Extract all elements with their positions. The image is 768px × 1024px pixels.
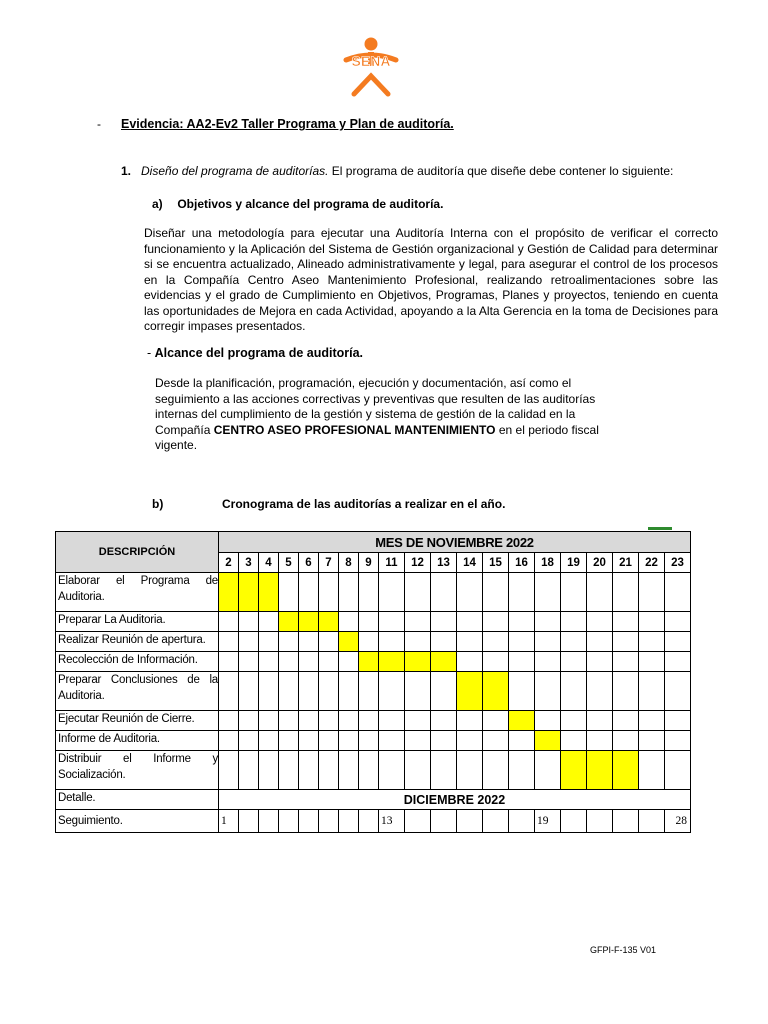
day-header: 2 bbox=[219, 553, 239, 573]
company-name: CENTRO ASEO PROFESIONAL MANTENIMIENTO bbox=[213, 422, 496, 437]
schedule-cell bbox=[483, 632, 509, 652]
schedule-cell bbox=[613, 672, 639, 711]
schedule-cell bbox=[219, 652, 239, 672]
followup-cell bbox=[457, 810, 483, 833]
activity-label: Recolección de Información. bbox=[56, 652, 219, 672]
schedule-cell bbox=[359, 612, 379, 632]
scheduled-cell bbox=[239, 573, 259, 612]
schedule-cell bbox=[535, 672, 561, 711]
schedule-cell bbox=[339, 711, 359, 731]
schedule-cell bbox=[239, 612, 259, 632]
schedule-cell bbox=[587, 672, 613, 711]
followup-cell: 19 bbox=[535, 810, 561, 833]
section-1-number: 1. bbox=[121, 164, 132, 178]
schedule-cell bbox=[405, 751, 431, 790]
followup-cell bbox=[279, 810, 299, 833]
schedule-cell bbox=[431, 711, 457, 731]
schedule-cell bbox=[535, 573, 561, 612]
followup-cell bbox=[299, 810, 319, 833]
schedule-cell bbox=[239, 731, 259, 751]
schedule-cell bbox=[509, 612, 535, 632]
schedule-cell bbox=[339, 652, 359, 672]
schedule-cell bbox=[561, 632, 587, 652]
followup-cell: 13 bbox=[379, 810, 405, 833]
section-1-italic: Diseño del programa de auditorías. bbox=[141, 164, 329, 178]
schedule-cell bbox=[319, 751, 339, 790]
scheduled-cell bbox=[509, 711, 535, 731]
schedule-cell bbox=[259, 672, 279, 711]
schedule-cell bbox=[259, 711, 279, 731]
schedule-cell bbox=[483, 731, 509, 751]
schedule-cell bbox=[379, 672, 405, 711]
schedule-cell bbox=[509, 672, 535, 711]
schedule-cell bbox=[535, 711, 561, 731]
schedule-cell bbox=[483, 751, 509, 790]
day-header: 4 bbox=[259, 553, 279, 573]
schedule-cell bbox=[639, 612, 665, 632]
schedule-cell bbox=[665, 573, 691, 612]
schedule-cell bbox=[639, 632, 665, 652]
description-header: DESCRIPCIÓN bbox=[56, 532, 219, 573]
followup-cell bbox=[405, 810, 431, 833]
schedule-cell bbox=[279, 632, 299, 652]
scheduled-cell bbox=[535, 731, 561, 751]
activity-label: Informe de Auditoria. bbox=[56, 731, 219, 751]
schedule-cell bbox=[561, 612, 587, 632]
schedule-cell bbox=[299, 711, 319, 731]
activity-row bbox=[56, 711, 691, 731]
schedule-cell bbox=[279, 672, 299, 711]
activity-row bbox=[56, 751, 691, 790]
schedule-cell bbox=[483, 612, 509, 632]
activity-row bbox=[56, 731, 691, 751]
schedule-cell bbox=[379, 751, 405, 790]
schedule-cell bbox=[535, 632, 561, 652]
schedule-cell bbox=[587, 573, 613, 612]
schedule-cell bbox=[279, 652, 299, 672]
schedule-cell bbox=[279, 573, 299, 612]
schedule-table bbox=[55, 531, 691, 833]
schedule-cell bbox=[379, 731, 405, 751]
green-mark bbox=[648, 527, 672, 530]
activity-label: Preparar Conclusiones de la Auditoria. bbox=[56, 672, 219, 711]
schedule-cell bbox=[359, 632, 379, 652]
schedule-cell bbox=[431, 573, 457, 612]
schedule-cell bbox=[639, 711, 665, 731]
schedule-cell bbox=[339, 731, 359, 751]
scheduled-cell bbox=[613, 751, 639, 790]
schedule-cell bbox=[379, 632, 405, 652]
section-a-title: Objetivos y alcance del programa de auditoría. bbox=[177, 197, 444, 211]
schedule-cell bbox=[339, 612, 359, 632]
followup-cell bbox=[339, 810, 359, 833]
schedule-cell bbox=[259, 652, 279, 672]
scheduled-cell bbox=[483, 672, 509, 711]
scheduled-cell bbox=[359, 652, 379, 672]
schedule-cell bbox=[359, 711, 379, 731]
schedule-cell bbox=[319, 672, 339, 711]
schedule-cell bbox=[379, 711, 405, 731]
schedule-cell bbox=[239, 672, 259, 711]
schedule-cell bbox=[483, 652, 509, 672]
schedule-cell bbox=[219, 731, 239, 751]
schedule-cell bbox=[457, 632, 483, 652]
activity-label: Elaborar el Programa de Auditoria. bbox=[56, 573, 219, 612]
section-b-label: b) bbox=[152, 497, 164, 511]
schedule-cell bbox=[587, 632, 613, 652]
day-header: 18 bbox=[535, 553, 561, 573]
day-header: 7 bbox=[319, 553, 339, 573]
scheduled-cell bbox=[299, 612, 319, 632]
scheduled-cell bbox=[457, 672, 483, 711]
followup-cell bbox=[239, 810, 259, 833]
schedule-cell bbox=[509, 652, 535, 672]
schedule-cell bbox=[457, 652, 483, 672]
schedule-cell bbox=[587, 711, 613, 731]
followup-cell bbox=[587, 810, 613, 833]
scheduled-cell bbox=[379, 652, 405, 672]
section-b-title: Cronograma de las auditorías a realizar en el año. bbox=[222, 497, 506, 511]
followup-cell bbox=[359, 810, 379, 833]
schedule-cell bbox=[535, 652, 561, 672]
schedule-cell bbox=[613, 731, 639, 751]
schedule-cell bbox=[665, 652, 691, 672]
schedule-cell bbox=[639, 672, 665, 711]
activity-row bbox=[56, 672, 691, 711]
schedule-cell bbox=[535, 612, 561, 632]
schedule-cell bbox=[639, 652, 665, 672]
activity-label: Realizar Reunión de apertura. bbox=[56, 632, 219, 652]
schedule-cell bbox=[379, 573, 405, 612]
schedule-cell bbox=[319, 711, 339, 731]
schedule-cell bbox=[431, 751, 457, 790]
objectives-paragraph: Diseñar una metodología para ejecutar una Auditoría Interna con el propósito de verificar el correcto funcionamiento y la Aplicación del Sistema de Gestión organizacional y Gestión de Calidad para determinar si se encuentra actualizado, Alineado administrativamente y legal, para asegurar el control de los procesos en la Compañía Centro Aseo Mantenimiento Profesional, realizando retroalimentaciones sobre las evidencias y el grado de Cumplimiento en Objetivos, Programas, Planes y proyectos, teniendo en cuenta las oportunidades de Mejora en cada Actividad, apoyando a la Alta Gerencia en la toma de Decisiones para corregir impases presentados. bbox=[144, 226, 718, 333]
schedule-cell bbox=[405, 672, 431, 711]
scheduled-cell bbox=[219, 573, 239, 612]
schedule-cell bbox=[219, 672, 239, 711]
section-a-label: a) bbox=[152, 197, 163, 211]
followup-cell bbox=[483, 810, 509, 833]
day-header: 22 bbox=[639, 553, 665, 573]
schedule-cell bbox=[299, 632, 319, 652]
schedule-cell bbox=[339, 672, 359, 711]
schedule-cell bbox=[359, 573, 379, 612]
schedule-cell bbox=[613, 711, 639, 731]
day-header: 9 bbox=[359, 553, 379, 573]
day-header: 21 bbox=[613, 553, 639, 573]
december-header: DICIEMBRE 2022 bbox=[219, 790, 691, 810]
schedule-cell bbox=[239, 751, 259, 790]
schedule-cell bbox=[457, 731, 483, 751]
schedule-cell bbox=[509, 573, 535, 612]
schedule-cell bbox=[561, 672, 587, 711]
scheduled-cell bbox=[259, 573, 279, 612]
activity-row bbox=[56, 573, 691, 612]
schedule-cell bbox=[405, 731, 431, 751]
schedule-cell bbox=[457, 573, 483, 612]
scope-dash: - bbox=[147, 346, 155, 360]
schedule-cell bbox=[561, 573, 587, 612]
day-header: 19 bbox=[561, 553, 587, 573]
day-header: 14 bbox=[457, 553, 483, 573]
scope-heading bbox=[147, 346, 363, 360]
day-header: 8 bbox=[339, 553, 359, 573]
schedule-cell bbox=[431, 672, 457, 711]
followup-label: Seguimiento. bbox=[56, 810, 219, 833]
scope-title: Alcance del programa de auditoría. bbox=[154, 346, 364, 360]
schedule-cell bbox=[259, 632, 279, 652]
schedule-cell bbox=[259, 751, 279, 790]
schedule-cell bbox=[239, 711, 259, 731]
schedule-cell bbox=[359, 672, 379, 711]
activity-row bbox=[56, 612, 691, 632]
schedule-cell bbox=[279, 711, 299, 731]
schedule-cell bbox=[259, 612, 279, 632]
schedule-cell bbox=[483, 573, 509, 612]
scheduled-cell bbox=[319, 612, 339, 632]
scheduled-cell bbox=[561, 751, 587, 790]
schedule-cell bbox=[509, 731, 535, 751]
schedule-cell bbox=[299, 751, 319, 790]
activity-label: Distribuir el Informe y Socialización. bbox=[56, 751, 219, 790]
schedule-cell bbox=[613, 632, 639, 652]
schedule-cell bbox=[457, 612, 483, 632]
followup-cell bbox=[259, 810, 279, 833]
schedule-cell bbox=[319, 573, 339, 612]
schedule-cell bbox=[219, 612, 239, 632]
schedule-cell bbox=[259, 731, 279, 751]
schedule-cell bbox=[431, 612, 457, 632]
scheduled-cell bbox=[405, 652, 431, 672]
scope-paragraph bbox=[155, 376, 625, 454]
schedule-cell bbox=[457, 711, 483, 731]
schedule-cell bbox=[379, 612, 405, 632]
schedule-cell bbox=[339, 573, 359, 612]
day-header: 13 bbox=[431, 553, 457, 573]
section-1-text: El programa de auditoría que diseñe debe contener lo siguiente: bbox=[328, 164, 674, 178]
schedule-cell bbox=[405, 573, 431, 612]
day-header: 23 bbox=[665, 553, 691, 573]
evidence-dash: - bbox=[97, 117, 101, 131]
schedule-cell bbox=[405, 612, 431, 632]
schedule-cell bbox=[299, 652, 319, 672]
schedule-cell bbox=[431, 632, 457, 652]
activity-row bbox=[56, 652, 691, 672]
day-header: 20 bbox=[587, 553, 613, 573]
schedule-cell bbox=[319, 731, 339, 751]
day-header: 11 bbox=[379, 553, 405, 573]
followup-cell bbox=[431, 810, 457, 833]
month-header: MES DE NOVIEMBRE 2022 bbox=[219, 532, 691, 553]
schedule-cell bbox=[639, 573, 665, 612]
activity-label: Ejecutar Reunión de Cierre. bbox=[56, 711, 219, 731]
followup-cell bbox=[613, 810, 639, 833]
day-header: 6 bbox=[299, 553, 319, 573]
day-header: 15 bbox=[483, 553, 509, 573]
schedule-cell bbox=[665, 612, 691, 632]
schedule-cell bbox=[639, 731, 665, 751]
section-1 bbox=[121, 164, 673, 178]
schedule-cell bbox=[299, 573, 319, 612]
schedule-cell bbox=[319, 632, 339, 652]
scheduled-cell bbox=[339, 632, 359, 652]
schedule-cell bbox=[279, 731, 299, 751]
scheduled-cell bbox=[431, 652, 457, 672]
schedule-cell bbox=[561, 652, 587, 672]
schedule-cell bbox=[405, 711, 431, 731]
followup-cell bbox=[639, 810, 665, 833]
schedule-cell bbox=[561, 731, 587, 751]
followup-cell bbox=[509, 810, 535, 833]
schedule-cell bbox=[239, 632, 259, 652]
followup-cell bbox=[561, 810, 587, 833]
schedule-cell bbox=[299, 672, 319, 711]
evidence-title: Evidencia: AA2-Ev2 Taller Programa y Plan de auditoría. bbox=[121, 117, 454, 131]
schedule-cell bbox=[279, 751, 299, 790]
followup-cell: 1 bbox=[219, 810, 239, 833]
schedule-cell bbox=[613, 612, 639, 632]
schedule-cell bbox=[219, 751, 239, 790]
sena-logo bbox=[340, 36, 402, 100]
section-a-heading bbox=[152, 197, 443, 211]
activity-row bbox=[56, 632, 691, 652]
followup-cell bbox=[319, 810, 339, 833]
scheduled-cell bbox=[587, 751, 613, 790]
schedule-cell bbox=[665, 751, 691, 790]
schedule-cell bbox=[509, 751, 535, 790]
schedule-cell bbox=[587, 652, 613, 672]
day-header: 16 bbox=[509, 553, 535, 573]
detail-label: Detalle. bbox=[56, 790, 219, 810]
followup-cell: 28 bbox=[665, 810, 691, 833]
schedule-cell bbox=[613, 652, 639, 672]
schedule-cell bbox=[431, 731, 457, 751]
scope-text-before: Desde la planificación, programación, ejecución y documentación, así como el seguimiento a las acciones correctivas y preventivas que resulten de las auditorías internas del cumplimiento de la gestión y sistema de gestión de la calidad en la Compañía bbox=[155, 376, 596, 437]
schedule-cell bbox=[665, 731, 691, 751]
logo-text: SENA bbox=[351, 53, 391, 69]
schedule-cell bbox=[405, 632, 431, 652]
schedule-cell bbox=[665, 672, 691, 711]
schedule-cell bbox=[483, 711, 509, 731]
schedule-cell bbox=[665, 632, 691, 652]
schedule-cell bbox=[587, 612, 613, 632]
scope-text-after: en el periodo fiscal vigente. bbox=[155, 422, 599, 452]
schedule-cell bbox=[535, 751, 561, 790]
schedule-cell bbox=[299, 731, 319, 751]
schedule-cell bbox=[219, 632, 239, 652]
day-header: 3 bbox=[239, 553, 259, 573]
schedule-cell bbox=[339, 751, 359, 790]
schedule-cell bbox=[509, 632, 535, 652]
schedule-cell bbox=[239, 652, 259, 672]
schedule-cell bbox=[639, 751, 665, 790]
schedule-cell bbox=[457, 751, 483, 790]
schedule-cell bbox=[359, 751, 379, 790]
schedule-cell bbox=[587, 731, 613, 751]
day-header: 12 bbox=[405, 553, 431, 573]
schedule-cell bbox=[219, 711, 239, 731]
activity-label: Preparar La Auditoria. bbox=[56, 612, 219, 632]
schedule-cell bbox=[359, 731, 379, 751]
schedule-cell bbox=[319, 652, 339, 672]
day-header: 5 bbox=[279, 553, 299, 573]
schedule-cell bbox=[613, 573, 639, 612]
form-code: GFPI-F-135 V01 bbox=[590, 945, 657, 955]
scheduled-cell bbox=[279, 612, 299, 632]
schedule-cell bbox=[561, 711, 587, 731]
schedule-cell bbox=[665, 711, 691, 731]
